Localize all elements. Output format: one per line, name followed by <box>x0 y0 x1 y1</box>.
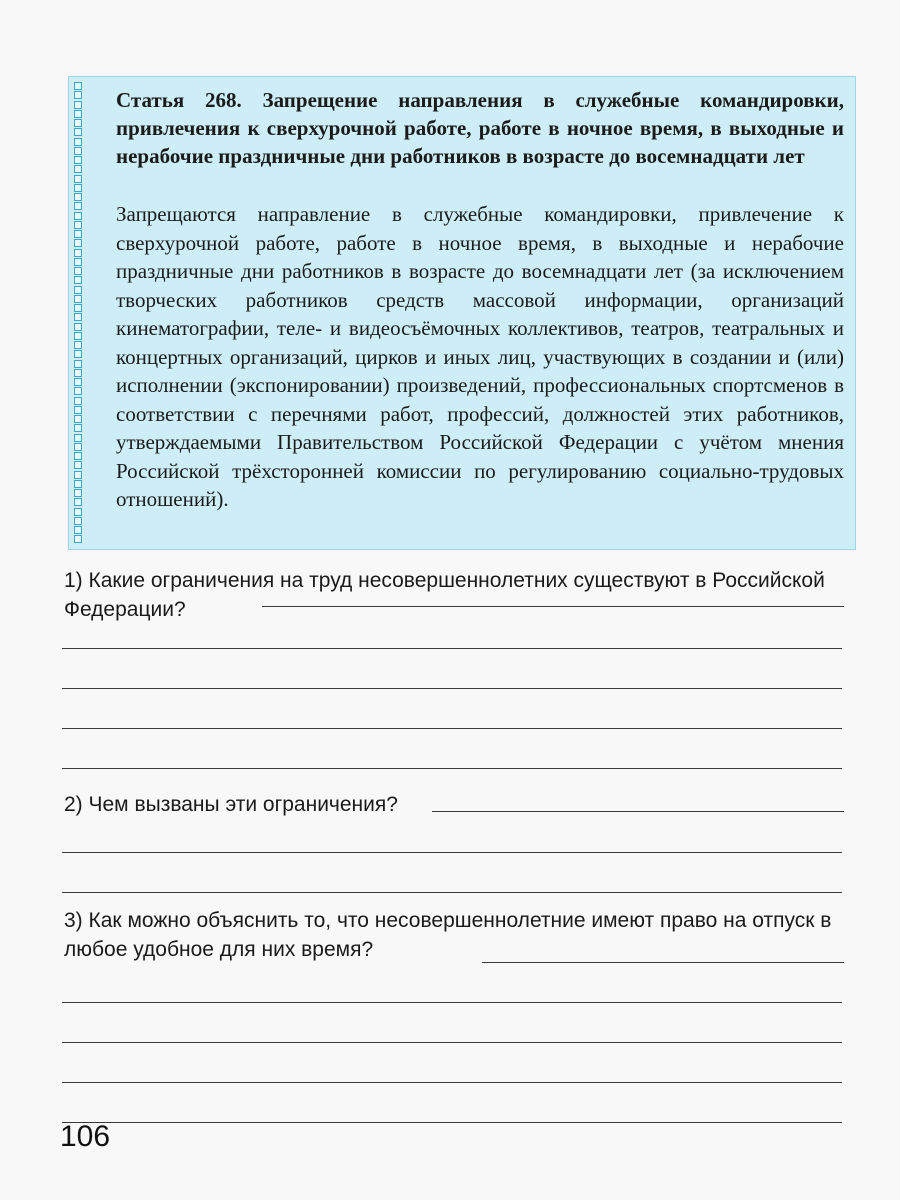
answer-line[interactable] <box>62 728 842 729</box>
article-body: Запрещаются направление в служебные командировки, привлечение к сверхурочной работе, работе в ночное время, в выходные и нерабочие праздничные дни работников в возрасте до восемнадцати лет (за исключением творческих работников средств массовой информации, организаций кинематографии, теле- и видеосъёмочных коллективов, театров, театральных и концертных организаций, цирков и иных лиц, участвующих в создании и (или) исполнении (экспонировании) произведений, профессиональных спортсменов в соответствии с перечнями работ, профессий, должностей этих работников, утверждаемыми Правительством Российской Федерации с учётом мнения Российской трёхсторонней комиссии по регулированию социально-трудовых отношений). <box>116 202 844 511</box>
question-1 <box>64 566 844 624</box>
question-2-text: 2) Чем вызваны эти ограничения? <box>64 793 398 816</box>
article-title: Статья 268. Запрещение направления в служебные командировки, привлечения к сверхурочной работе, работе в ночное время, в выходные и нерабочие праздничные дни работников в возрасте до восемнадцати лет <box>116 88 844 168</box>
answer-line[interactable] <box>62 768 842 769</box>
question-3 <box>64 906 844 964</box>
answer-line[interactable] <box>62 892 842 893</box>
answer-line[interactable] <box>62 648 842 649</box>
answer-line[interactable] <box>62 1042 842 1043</box>
decorative-border <box>74 82 84 544</box>
answer-line[interactable] <box>482 962 844 963</box>
answer-line[interactable] <box>62 1002 842 1003</box>
page-number: 106 <box>60 1120 111 1153</box>
question-1-text: 1) Какие ограничения на труд несовершеннолетних существуют в Российской Федерации? <box>64 569 825 621</box>
answer-line[interactable] <box>62 1122 842 1123</box>
answer-line[interactable] <box>262 606 844 607</box>
answer-line[interactable] <box>62 852 842 853</box>
answer-line[interactable] <box>62 688 842 689</box>
answer-line[interactable] <box>432 811 844 812</box>
question-3-text: 3) Как можно объяснить то, что несовершеннолетние имеют право на отпуск в любое удобное для них время? <box>64 909 832 961</box>
answer-line[interactable] <box>62 1082 842 1083</box>
question-2 <box>64 790 844 819</box>
